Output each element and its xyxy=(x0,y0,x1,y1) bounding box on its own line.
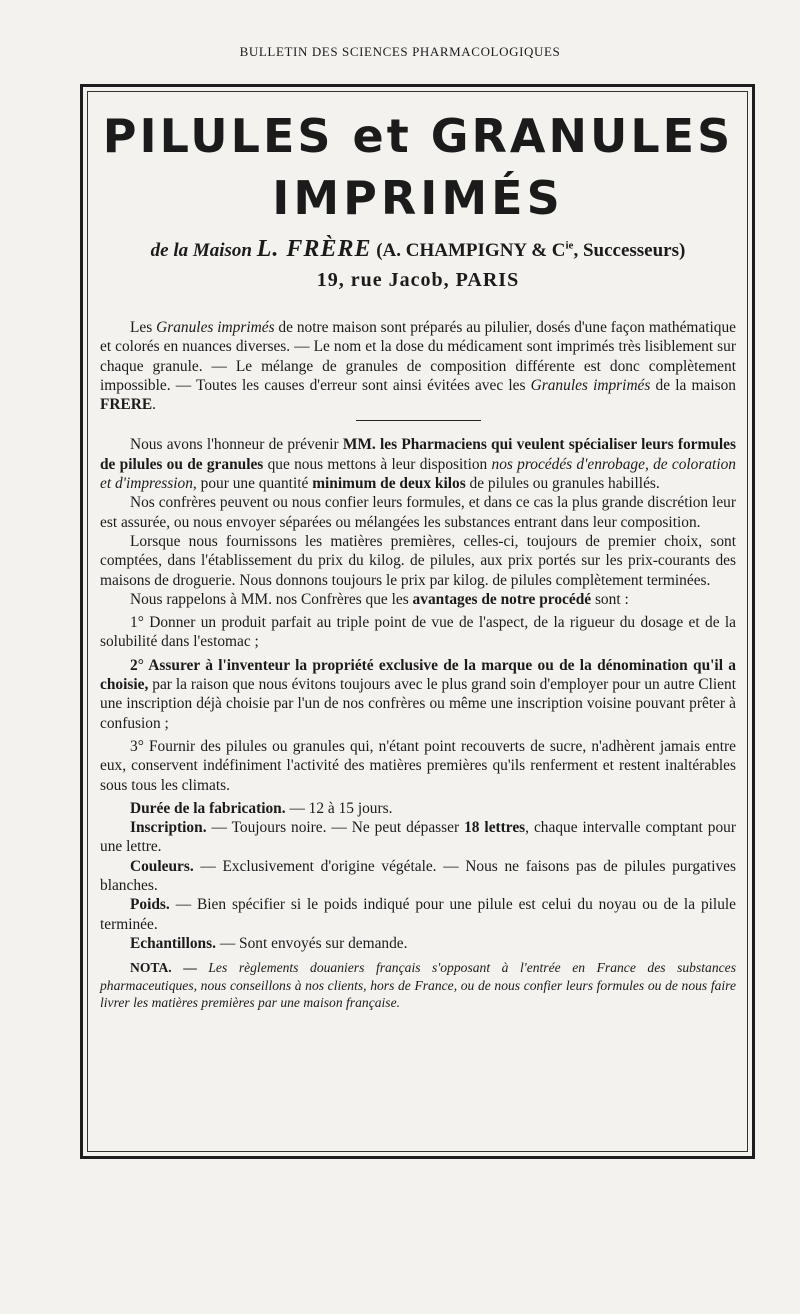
intro-bold-frere: FRERE xyxy=(100,396,153,414)
p5-text-2: sont : xyxy=(591,590,629,608)
maison-name: L. FRÈRE xyxy=(256,236,372,262)
maison-prefix: de la Maison xyxy=(150,240,257,261)
couleurs-line xyxy=(100,857,736,896)
paragraph-honneur xyxy=(100,435,736,493)
inscription-text-2: , chaque intervalle comptant pour une lettre. xyxy=(100,819,736,856)
point-2 xyxy=(100,656,736,733)
inscription-label: Inscription. xyxy=(130,819,207,837)
p2-text-2: que nous mettons à leur disposition xyxy=(263,455,492,473)
intro-text-3: de la maison xyxy=(650,376,736,394)
maison-line xyxy=(100,236,736,263)
p2-text-4: de pilules ou granules habillés. xyxy=(465,475,660,493)
p2-text-3: pour une quantité xyxy=(196,475,313,493)
paragraph-confreres: Nos confrères peuvent ou nous confier leurs formules, et dans ce cas la plus grande discrétion leur est assurée, ou nous envoyer séparées ou mélangées les substances entrant dans leur composition. xyxy=(100,494,736,531)
p2-bold-1: MM. les Pharmaciens qui veulent spécialiser leurs formules de pilules ou de granules xyxy=(100,436,736,473)
p5-text-1: Nous rappelons à MM. nos Confrères que les xyxy=(130,590,413,608)
title-line-2: IMPRIMÉS xyxy=(272,171,564,225)
nota-label: NOTA. — xyxy=(130,960,209,976)
duree-label: Durée de la fabrication. xyxy=(130,799,286,817)
couleurs-text: — Exclusivement d'origine végétale. — Nous ne faisons pas de pilules purgatives blanches. xyxy=(100,857,736,895)
separator-rule xyxy=(356,420,481,421)
intro-italic-2: Granules imprimés xyxy=(530,376,651,394)
address: 19, rue Jacob, PARIS xyxy=(316,269,520,291)
echantillons-label: Echantillons. xyxy=(130,934,216,952)
echantillons-line xyxy=(100,934,736,953)
p2-italic: nos procédés d'enrobage, de coloration et d'impression, xyxy=(100,455,736,493)
title-line-1: PILULES et GRANULES xyxy=(102,109,734,163)
intro-paragraph xyxy=(100,318,736,414)
p5-bold: avantages de notre procédé xyxy=(412,590,592,608)
poids-label: Poids. xyxy=(130,896,170,914)
maison-suffix-b: , Successeurs) xyxy=(573,240,686,261)
intro-text-1: Les xyxy=(130,319,157,336)
p2-text-1: Nous avons l'honneur de prévenir xyxy=(130,436,343,454)
advertisement-content xyxy=(100,110,736,1025)
nota-paragraph xyxy=(100,959,736,1012)
p7-text: par la raison que nous évitons toujours avec le plus grand soin d'employer pour un autre Client une inscription déjà choisie par l'un de nos confrères ou même une inscription voisine pouvant prêter à confusion ; xyxy=(100,676,736,732)
echantillons-text: — Sont envoyés sur demande. xyxy=(215,934,408,952)
running-head: BULLETIN DES SCIENCES PHARMACOLOGIQUES xyxy=(239,44,561,59)
p2-bold-2: minimum de deux kilos xyxy=(312,475,466,493)
intro-text-4: . xyxy=(152,396,157,414)
point-3: 3° Fournir des pilules ou granules qui, n'étant point recouverts de sucre, n'adhèrent jamais entre eux, conservent indéfiniment l'activité des matières premières qu'ils renferment et restent inaltérables sous tous les climats. xyxy=(100,737,736,794)
couleurs-label: Couleurs. xyxy=(130,857,194,875)
point-1: 1° Donner un produit parfait au triple point de vue de l'aspect, de la rigueur du dosage et de la solubilité dans l'estomac ; xyxy=(100,614,736,651)
intro-text-2: de notre maison sont préparés au pilulier, dosés d'une façon mathématique et colorés en nuances diverses. — Le nom et la dose du médicament sont imprimés très lisiblement sur chaque granule. — Le mélange de granules de composition différente est donc complètement impossible. — Toutes les causes d'erreur sont ainsi évitées avec les xyxy=(100,319,737,394)
inscription-text-1: — Toujours noire. — Ne peut dépasser xyxy=(206,819,465,837)
inscription-bold: 18 lettres xyxy=(464,819,526,837)
nota-text: Les règlements douaniers français s'opposant à l'entrée en France des substances pharmaceutiques, nous conseillons à nos clients, hors de France, ou de nous confier leurs formules ou de nous faire livrer les matières premières par une maison française. xyxy=(100,960,736,1011)
intro-italic-1: Granules imprimés xyxy=(156,319,275,336)
inscription-line xyxy=(100,818,736,857)
poids-text: — Bien spécifier si le poids indiqué pour une pilule est celui du noyau ou de la pilule terminée. xyxy=(100,896,736,933)
paragraph-matieres: Lorsque nous fournissons les matières premières, celles-ci, toujours de premier choix, sont comptées, dans l'établissement du prix du kilog. de pilules, aux prix portés sur les prix-courants des maisons de droguerie. Nous donnons toujours le prix par kilog. de pilules complètement terminées. xyxy=(100,532,736,589)
duree-text: — 12 à 15 jours. xyxy=(285,799,393,817)
maison-suffix-sup: ie xyxy=(565,239,574,252)
poids-line xyxy=(100,895,736,934)
paragraph-avantages xyxy=(100,590,736,609)
p7-bold: 2° Assurer à l'inventeur la propriété exclusive de la marque ou de la dénomination qu'il a choisie, xyxy=(100,656,736,694)
maison-suffix-a: (A. CHAMPIGNY & C xyxy=(371,240,566,261)
duree-line xyxy=(100,799,736,818)
